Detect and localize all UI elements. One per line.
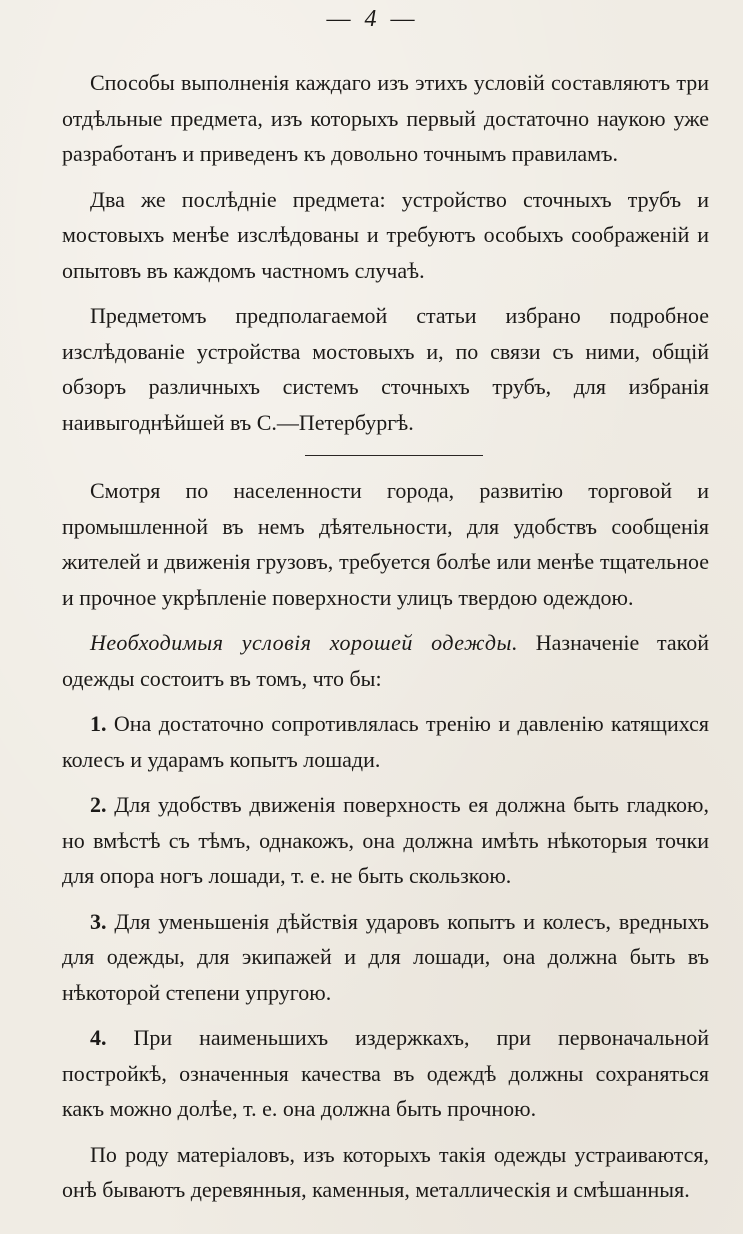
condition-text: Для уменьшенія дѣйствія ударовъ копытъ и колесъ, вредныхъ для одежды, для экипажей и для лошади, она должна быть въ нѣкоторой степени упругою. bbox=[62, 908, 709, 1005]
page-number-dash-left: — bbox=[326, 6, 353, 32]
condition-text: При наименьшихъ издержкахъ, при первоначальной постройкѣ, означенныя качества въ одеждѣ должны сохраняться какъ можно долѣе, т. е. она должна быть прочною. bbox=[62, 1025, 709, 1121]
paragraph-material-types: По роду матеріаловъ, изъ которыхъ такія одежды устраиваются, онѣ бываютъ деревянныя, каменныя, металлическія и смѣшанныя. bbox=[62, 1141, 709, 1202]
condition-item bbox=[62, 787, 709, 894]
paragraph-methods: Способы выполненія каждаго изъ этихъ условій составляютъ три отдѣльные предмета, изъ которыхъ первый достаточно наукою уже разработанъ и приведенъ къ довольно точнымъ правиламъ. bbox=[62, 70, 709, 166]
condition-number: 3. bbox=[90, 908, 107, 934]
condition-number: 4. bbox=[90, 1025, 107, 1050]
page-number bbox=[0, 6, 743, 33]
section-divider bbox=[305, 455, 483, 456]
condition-number: 2. bbox=[90, 792, 107, 817]
condition-text: Для удобствъ движенія поверхность ея должна быть гладкою, но вмѣстѣ съ тѣмъ, однакожъ, она должна имѣть нѣкоторыя точки для опора ногъ лошади, т. е. не быть скользкою. bbox=[62, 792, 709, 888]
paragraph-conditions-intro bbox=[62, 625, 709, 696]
condition-item bbox=[62, 904, 709, 1011]
condition-item bbox=[62, 706, 709, 777]
paragraph-last-subjects: Два же послѣдніе предмета: устройство сточныхъ трубъ и мостовыхъ менѣе изслѣдованы и требуютъ особыхъ соображеній и опытовъ въ каждомъ частномъ случаѣ. bbox=[62, 186, 709, 283]
intro-section bbox=[62, 65, 709, 450]
paragraph-article-subject: Предметомъ предполагаемой статьи избрано подробное изслѣдованіе устройства мостовыхъ и, по связи съ ними, общій обзоръ различныхъ системъ сточныхъ трубъ, для избранія наивыгоднѣйшей въ С.—Петербургѣ. bbox=[62, 303, 709, 435]
condition-item bbox=[62, 1020, 709, 1127]
conditions-heading: Необходимыя условія хорошей одежды. bbox=[90, 630, 518, 655]
conditions-intro-text: Назначеніе такой одежды состоитъ въ томъ, что бы: bbox=[62, 630, 709, 691]
pavement-section bbox=[62, 473, 709, 1218]
paragraph-population: Смотря по населенности города, развитію торговой и промышленной въ немъ дѣятельности, для удобствъ сообщенія жителей и движенія грузовъ, требуется болѣе или менѣе тщательное и прочное укрѣпленіе поверхности улицъ твердою одеждою. bbox=[62, 478, 709, 610]
page-number-dash-right: — bbox=[390, 6, 417, 32]
condition-text: Она достаточно сопротивлялась тренію и давленію катящихся колесъ и ударамъ копытъ лошади. bbox=[62, 711, 709, 772]
page-number-value: 4 bbox=[364, 6, 379, 32]
condition-number: 1. bbox=[90, 711, 107, 736]
